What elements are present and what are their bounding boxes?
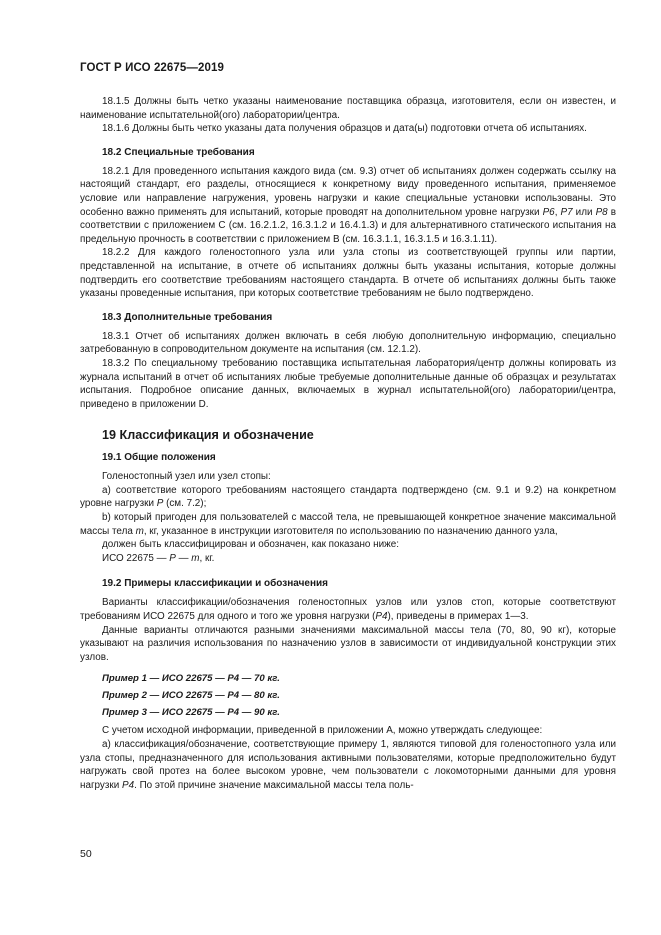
clause-text: b) который пригоден для пользователей с массой тела, не превышающей конкретное значение максимальной массы тела: [80, 512, 616, 537]
heading-18-2: 18.2 Специальные требования: [102, 146, 255, 158]
document-header: ГОСТ Р ИСО 22675—2019: [80, 62, 225, 74]
clause-18-3-1: 18.3.1 Отчет об испытаниях должен включать в себя любую дополнительную информацию, специально затребованную в сопроводительном документе на испытания (см. 12.1.2).: [80, 330, 616, 356]
clause-text: ИСО 22675 —: [102, 552, 170, 564]
example-2: Пример 2 — ИСО 22675 — Р4 — 80 кг.: [102, 690, 280, 702]
load-level: P6: [542, 206, 555, 218]
heading-18-3: 18.3 Дополнительные требования: [102, 311, 273, 323]
clause-18-2-1: [80, 165, 616, 247]
clause-text: , кг, указанное в инструкции изготовителя по использованию по назначению данного узла,: [143, 525, 558, 537]
clause-19-2-1: [80, 596, 616, 623]
load-level: P4: [121, 779, 135, 791]
load-level: P4: [375, 611, 388, 623]
clause-19-1-b: [80, 511, 616, 538]
example-3: Пример 3 — ИСО 22675 — Р4 — 90 кг.: [102, 707, 280, 719]
clause-text: —: [175, 552, 192, 564]
clause-text: ,: [554, 206, 561, 218]
mass-symbol: m: [135, 525, 144, 537]
clause-text: Варианты классификации/обозначения голеностопных узлов или узлов стоп, которые соответствуют требованиям ИСО 22675 для одного и того же уровня нагрузки (: [80, 597, 616, 623]
load-symbol: P: [169, 552, 176, 564]
clause-18-2-2: 18.2.2 Для каждого голеностопного узла или узла стопы из соответствующей группы или партии, представленной на испытание, в отчете об испытаниях должны быть указаны испытания, которые должны подтвердить его соответствие требованиям настоящего стандарта. В отчете об испытаниях должны быть также указаны проведенные испытания, при которых соответствие требованиям не было подтверждено.: [80, 247, 616, 300]
clause-text: ), приведены в примерах 1—3.: [387, 611, 529, 623]
clause-text: или: [572, 206, 596, 218]
clause-19-1-a: [80, 484, 616, 511]
clause-text: , кг.: [199, 552, 215, 564]
clause-text: а) классификация/обозначение, соответствующие примеру 1, являются типовой для голеностопного узла или узла стопы, предназначенного для использования активными пользователями, которые предположительно будут нагружать свой протез на более высоком уровне, чем пользователи с локомоторными данными для уровня нагрузки: [80, 739, 616, 791]
clause-19-1-intro: Голеностопный узел или узел стопы:: [102, 471, 271, 483]
clause-19-1-must: должен быть классифицирован и обозначен, как показано ниже:: [102, 539, 399, 551]
load-symbol: P: [156, 498, 164, 510]
example-1: Пример 1 — ИСО 22675 — Р4 — 70 кг.: [102, 673, 280, 685]
heading-section-19: 19 Классификация и обозначение: [102, 428, 314, 443]
heading-19-2: 19.2 Примеры классификации и обозначения: [102, 578, 328, 590]
clause-19-2-2: Данные варианты отличаются разными значениями максимальной массы тела (70, 80, 90 кг), которые указывают на различия использования по назначению узлов в зависимости от индивидуальной конструкции этих узлов.: [80, 624, 616, 663]
heading-19-1: 19.1 Общие положения: [102, 452, 216, 464]
clause-text: а) соответствие которого требованиям настоящего стандарта подтверждено (см. 9.1 и 9.2) на конкретном уровне нагрузки: [80, 484, 616, 510]
clause-text: (см. 7.2);: [163, 498, 207, 510]
clause-text: . По этой причине значение максимальной массы тела поль-: [134, 779, 414, 791]
clause-19-2-4: [80, 738, 616, 792]
load-level: P8: [595, 206, 608, 218]
mass-symbol: m: [191, 552, 200, 564]
clause-text: 18.2.1 Для проведенного испытания каждого вида (см. 9.3) отчет об испытаниях должен содержать ссылку на настоящий стандарт, его разделы, относящиеся к конкретному виду проведенного испытания, применяемое условие или направление нагружения, уровень нагрузки и какие специальные установки использованы. Это особенно важно применять для испытаний, которые проводят на дополнительном уровне нагрузки: [80, 165, 616, 218]
clause-19-2-3: С учетом исходной информации, приведенной в приложении А, можно утверждать следующее:: [102, 725, 543, 737]
load-level: P7: [560, 206, 573, 218]
examples-block: [80, 670, 616, 721]
page-number: 50: [80, 848, 92, 860]
document-page: [80, 62, 616, 792]
clause-18-1-6: 18.1.6 Должны быть четко указаны дата получения образцов и дата(ы) подготовки отчета об испытаниях.: [102, 123, 587, 135]
clause-18-1-5: 18.1.5 Должны быть четко указаны наименование поставщика образца, изготовителя, если он известен, и наименование испытательной(ого) лаборатории/центра.: [80, 96, 616, 121]
clause-19-1-format: [80, 552, 616, 566]
clause-18-3-2: 18.3.2 По специальному требованию поставщика испытательная лаборатория/центр должны копировать из журнала испытаний в отчет об испытаниях любые требуемые дополнительные данные об образцах и результатах испытания. Подробное описание данных, включаемых в журнал испытательной(ого) лаборатории/центра, приведено в приложении D.: [80, 357, 616, 410]
clause-text: в соответствии с приложением С (см. 16.2.1.2, 16.3.1.2 и 16.4.1.3) и для альтернативного статического испытания на предельную прочность в соответствии с приложением В (см. 16.3.1.1, 16.3.1.5 и 16.3.1.11).: [80, 206, 616, 245]
